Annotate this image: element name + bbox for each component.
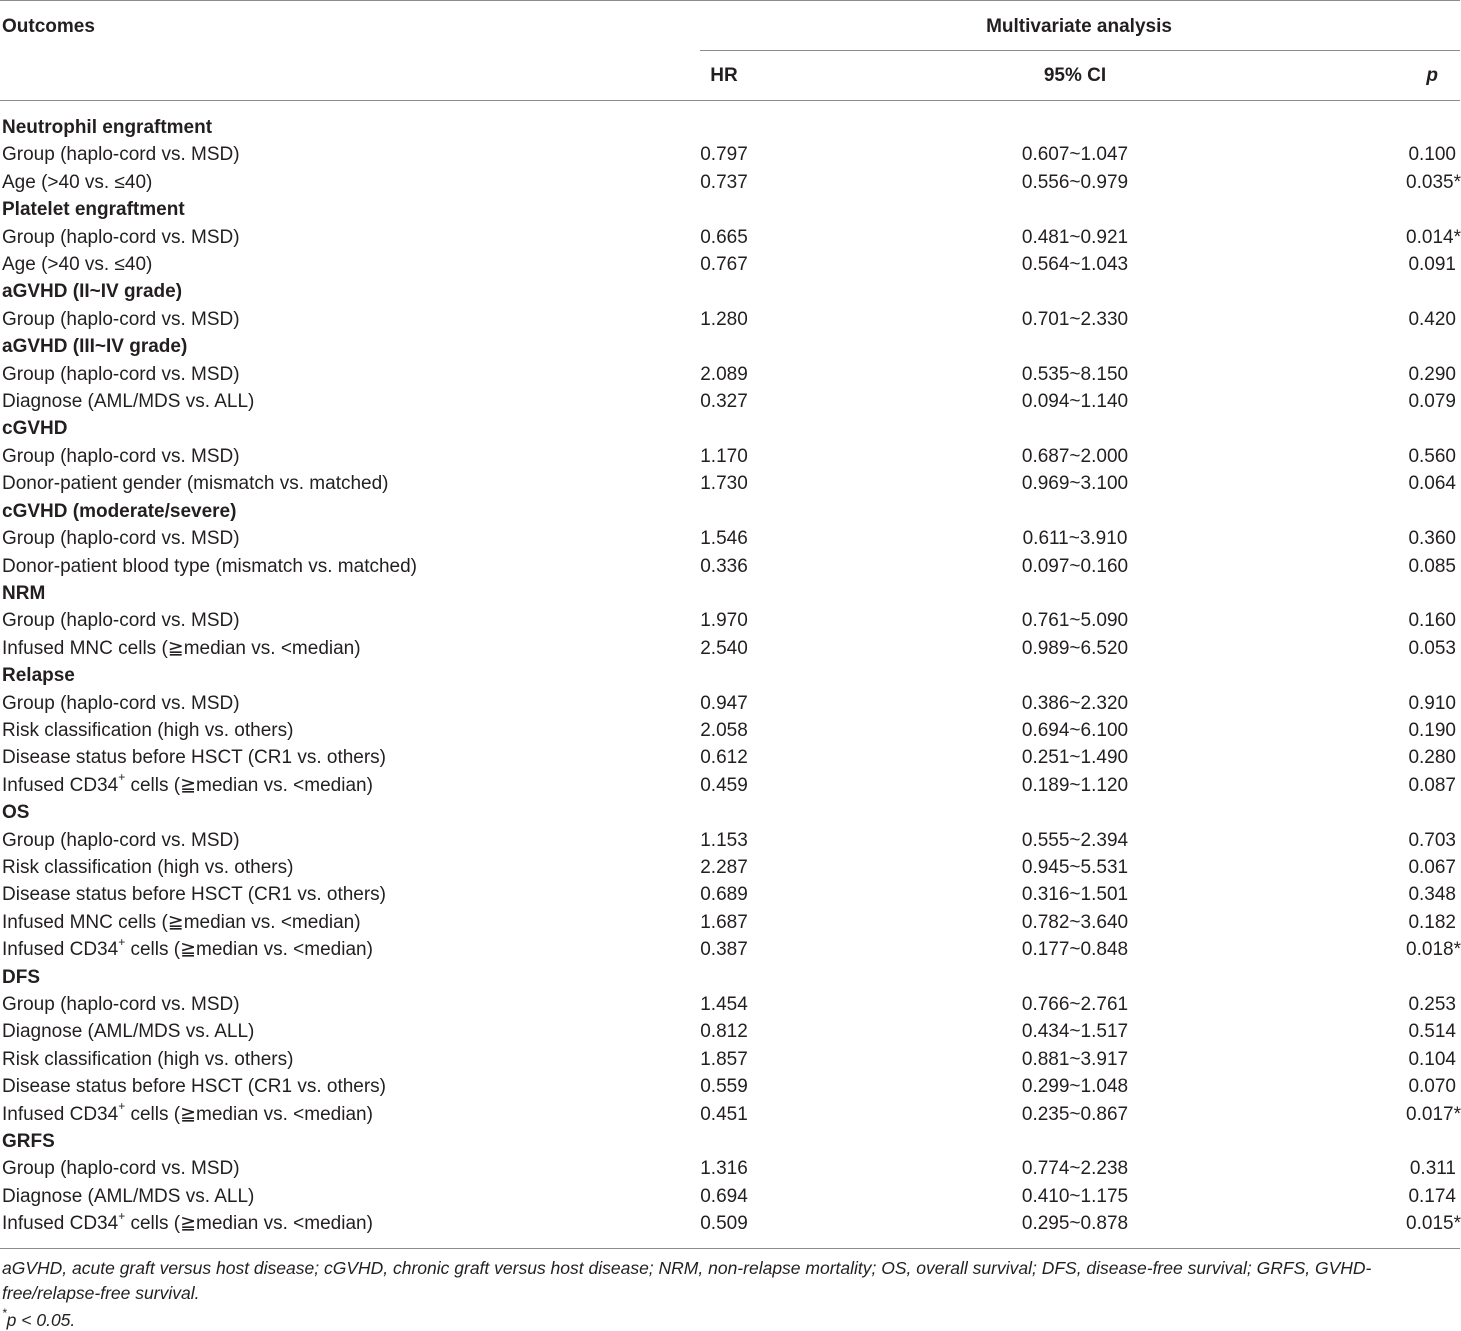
header-multivariate-analysis: Multivariate analysis — [986, 16, 1172, 37]
table-row — [0, 443, 1460, 470]
table-row — [0, 1155, 1460, 1182]
significance-star: * — [1453, 1213, 1461, 1235]
variable-label: Group (haplo-cord vs. MSD) — [2, 363, 240, 385]
ci-value: 0.607~1.047 — [1021, 144, 1129, 166]
p-value-cell — [1408, 827, 1456, 854]
variable-label: Diagnose (AML/MDS vs. ALL) — [2, 1021, 255, 1043]
variable-label: Group (haplo-cord vs. MSD) — [2, 528, 240, 550]
section-label: aGVHD (II~IV grade) — [2, 281, 183, 303]
variable-label: Donor-patient gender (mismatch vs. matched) — [2, 473, 389, 495]
hr-value: 2.287 — [700, 856, 748, 878]
p-value: 0.064 — [1408, 473, 1456, 495]
variable-label: Group (haplo-cord vs. MSD) — [2, 610, 240, 632]
variable-label-text: cells (≧median vs. <median) — [125, 774, 373, 796]
p-value-cell — [1408, 744, 1456, 771]
variable-label: Group (haplo-cord vs. MSD) — [2, 994, 240, 1015]
ci-value: 0.774~2.238 — [1021, 1158, 1129, 1180]
hr-value: 1.316 — [700, 1158, 748, 1180]
header-hr: HR — [710, 65, 738, 86]
ci-value: 0.766~2.761 — [1021, 994, 1129, 1015]
p-value: 0.015 — [1406, 1213, 1454, 1235]
ci-value: 0.299~1.048 — [1021, 1076, 1129, 1098]
variable-label: Disease status before HSCT (CR1 vs. others) — [2, 747, 387, 769]
table-row — [0, 635, 1460, 662]
p-value-cell — [1410, 1155, 1456, 1182]
ci-value: 0.611~3.910 — [1022, 528, 1128, 550]
p-value: 0.182 — [1408, 911, 1456, 933]
p-value-cell — [1408, 1073, 1456, 1100]
p-value: 0.348 — [1408, 884, 1456, 906]
superscript-plus: + — [118, 934, 126, 949]
ci-value: 0.989~6.520 — [1021, 637, 1129, 659]
table-row — [0, 1018, 1460, 1045]
p-value-cell — [1408, 361, 1456, 388]
ci-value: 0.481~0.921 — [1021, 226, 1129, 248]
section-label: Platelet engraftment — [2, 199, 185, 221]
table-row — [0, 772, 1460, 799]
ci-value: 0.782~3.640 — [1021, 911, 1129, 933]
table-top-rule — [0, 0, 1460, 1]
table-row — [0, 388, 1460, 415]
p-value: 0.280 — [1408, 747, 1456, 769]
p-value: 0.017 — [1406, 1103, 1454, 1125]
section-label: Relapse — [2, 665, 75, 687]
p-value: 0.560 — [1408, 445, 1456, 467]
table-row — [0, 251, 1460, 278]
p-value: 0.420 — [1408, 308, 1456, 330]
ci-value: 0.410~1.175 — [1021, 1185, 1129, 1207]
hr-value: 0.387 — [700, 939, 748, 961]
p-value-cell — [1408, 470, 1456, 497]
table-row — [0, 169, 1460, 196]
p-value-cell — [1406, 169, 1461, 196]
p-value: 0.703 — [1408, 829, 1456, 851]
table-row — [0, 361, 1460, 388]
p-value: 0.085 — [1408, 555, 1456, 577]
hr-value: 0.612 — [700, 747, 748, 769]
ci-value: 0.555~2.394 — [1021, 829, 1129, 851]
significance-star: * — [1453, 939, 1461, 961]
hr-value: 0.767 — [700, 254, 748, 276]
section-label: OS — [2, 802, 30, 824]
significance-star: * — [1453, 226, 1461, 248]
ci-value: 0.694~6.100 — [1021, 719, 1129, 741]
p-value-cell — [1406, 936, 1461, 963]
hr-value: 0.694 — [700, 1185, 748, 1207]
ci-value: 0.235~0.867 — [1021, 1103, 1129, 1125]
p-value-cell — [1408, 525, 1456, 552]
variable-label: Age (>40 vs. ≤40) — [2, 254, 153, 276]
ci-value: 0.535~8.150 — [1021, 363, 1129, 385]
significance-star: * — [1453, 1103, 1461, 1125]
p-value: 0.053 — [1408, 637, 1456, 659]
section-label: NRM — [2, 582, 46, 604]
table-row — [0, 717, 1460, 744]
variable-label: Risk classification (high vs. others) — [2, 719, 294, 741]
table-row — [0, 909, 1460, 936]
multivariate-span-rule — [700, 50, 1460, 51]
variable-label: Donor-patient blood type (mismatch vs. matched) — [2, 555, 418, 577]
table-row — [0, 607, 1460, 634]
variable-label-text: cells (≧median vs. <median) — [125, 939, 373, 961]
table-row — [0, 854, 1460, 881]
ci-value: 0.945~5.531 — [1021, 856, 1129, 878]
p-value: 0.160 — [1408, 610, 1456, 632]
variable-label: Diagnose (AML/MDS vs. ALL) — [2, 1185, 255, 1207]
p-value-cell — [1408, 607, 1456, 634]
ci-value: 0.386~2.320 — [1021, 692, 1129, 714]
section-row — [0, 278, 1460, 305]
superscript-plus: + — [118, 1099, 126, 1114]
variable-label: Group (haplo-cord vs. MSD) — [2, 829, 240, 851]
variable-label-text: Infused CD34 — [2, 774, 119, 796]
header-95-ci: 95% CI — [1043, 65, 1107, 86]
hr-value: 1.730 — [700, 473, 748, 495]
table-row — [0, 1046, 1460, 1073]
p-value-cell — [1408, 772, 1456, 799]
variable-label — [2, 936, 373, 963]
ci-value: 0.969~3.100 — [1021, 473, 1129, 495]
ci-value: 0.556~0.979 — [1021, 171, 1129, 193]
hr-value: 0.947 — [700, 692, 748, 714]
variable-label: Diagnose (AML/MDS vs. ALL) — [2, 391, 255, 413]
section-row — [0, 114, 1460, 141]
p-value: 0.290 — [1408, 363, 1456, 385]
p-value: 0.190 — [1408, 719, 1456, 741]
ci-value: 0.881~3.917 — [1021, 1048, 1129, 1070]
p-value-cell — [1408, 306, 1456, 333]
table-row — [0, 991, 1460, 1018]
p-value: 0.174 — [1408, 1185, 1456, 1207]
ci-value: 0.097~0.160 — [1021, 555, 1129, 577]
p-value: 0.910 — [1408, 692, 1456, 714]
p-value-cell — [1408, 251, 1456, 278]
significance-text: p < 0.05. — [6, 1310, 76, 1330]
section-row — [0, 662, 1460, 689]
variable-label: Group (haplo-cord vs. MSD) — [2, 144, 240, 166]
p-value: 0.360 — [1408, 528, 1456, 550]
superscript-plus: + — [118, 1208, 126, 1223]
section-row — [0, 333, 1460, 360]
p-value-cell — [1408, 1183, 1456, 1210]
p-value-cell — [1408, 854, 1456, 881]
variable-label — [2, 1210, 373, 1237]
hr-value: 0.327 — [700, 391, 748, 413]
table-row — [0, 470, 1460, 497]
p-value-cell — [1408, 388, 1456, 415]
variable-label — [2, 772, 373, 799]
variable-label-text: cells (≧median vs. <median) — [125, 1103, 373, 1125]
p-value: 0.018 — [1406, 939, 1454, 961]
table-row — [0, 1073, 1460, 1100]
p-value: 0.100 — [1408, 144, 1456, 166]
section-label: GRFS — [2, 1131, 55, 1153]
ci-value: 0.761~5.090 — [1021, 610, 1129, 632]
table-row — [0, 827, 1460, 854]
p-value-cell — [1408, 717, 1456, 744]
p-value: 0.014 — [1406, 226, 1454, 248]
hr-value: 1.280 — [700, 308, 748, 330]
section-row — [0, 498, 1460, 525]
significance-mark: * — [2, 1306, 7, 1321]
ci-value: 0.295~0.878 — [1021, 1213, 1129, 1235]
table-row — [0, 141, 1460, 168]
variable-label-text: Infused CD34 — [2, 1103, 119, 1125]
hr-value: 2.089 — [700, 363, 748, 385]
variable-label: Group (haplo-cord vs. MSD) — [2, 1158, 240, 1180]
hr-value: 0.559 — [700, 1076, 748, 1098]
p-value: 0.079 — [1408, 391, 1456, 413]
table-row — [0, 1101, 1460, 1128]
hr-value: 0.509 — [700, 1213, 748, 1235]
p-value-cell — [1408, 1046, 1456, 1073]
header-outcomes: Outcomes — [2, 16, 95, 37]
variable-label: Group (haplo-cord vs. MSD) — [2, 445, 240, 467]
variable-label: Risk classification (high vs. others) — [2, 856, 294, 878]
p-value: 0.091 — [1408, 254, 1456, 276]
variable-label: Disease status before HSCT (CR1 vs. others) — [2, 1076, 387, 1098]
table-body — [0, 114, 1460, 1238]
section-row — [0, 1128, 1460, 1155]
table-row — [0, 553, 1460, 580]
hr-value: 1.153 — [700, 829, 748, 851]
hr-value: 0.797 — [700, 144, 748, 166]
p-value: 0.067 — [1408, 856, 1456, 878]
p-value-cell — [1408, 443, 1456, 470]
hr-value: 0.336 — [700, 555, 748, 577]
ci-value: 0.316~1.501 — [1021, 884, 1129, 906]
table-row — [0, 224, 1460, 251]
hr-value: 1.454 — [700, 994, 748, 1015]
ci-value: 0.189~1.120 — [1021, 774, 1129, 796]
section-row — [0, 415, 1460, 442]
significance-star: * — [1453, 171, 1461, 193]
hr-value: 2.540 — [700, 637, 748, 659]
variable-label: Risk classification (high vs. others) — [2, 1048, 294, 1070]
hr-value: 0.737 — [700, 171, 748, 193]
hr-value: 0.459 — [700, 774, 748, 796]
p-value: 0.253 — [1408, 994, 1456, 1015]
p-value: 0.104 — [1408, 1048, 1456, 1070]
p-value: 0.035 — [1406, 171, 1454, 193]
table-row — [0, 936, 1460, 963]
variable-label: Infused MNC cells (≧median vs. <median) — [2, 637, 361, 659]
p-value-cell — [1406, 1210, 1461, 1237]
table-bottom-rule — [0, 1248, 1460, 1249]
p-value-cell — [1408, 881, 1456, 908]
section-row — [0, 580, 1460, 607]
p-value-cell — [1408, 690, 1456, 717]
p-value: 0.514 — [1408, 1021, 1456, 1043]
hr-value: 1.170 — [700, 445, 748, 467]
table-row — [0, 690, 1460, 717]
p-value: 0.070 — [1408, 1076, 1456, 1098]
ci-value: 0.094~1.140 — [1021, 391, 1129, 413]
hr-value: 2.058 — [700, 719, 748, 741]
hr-value: 1.546 — [700, 528, 748, 550]
table-row — [0, 525, 1460, 552]
p-value: 0.087 — [1408, 774, 1456, 796]
variable-label-text: cells (≧median vs. <median) — [125, 1213, 373, 1235]
p-value-cell — [1408, 635, 1456, 662]
section-label: aGVHD (III~IV grade) — [2, 336, 188, 358]
section-row — [0, 964, 1460, 991]
hr-value: 0.812 — [700, 1021, 748, 1043]
ci-value: 0.434~1.517 — [1021, 1021, 1129, 1043]
hr-value: 0.665 — [700, 226, 748, 248]
variable-label: Disease status before HSCT (CR1 vs. others) — [2, 884, 387, 906]
p-value-cell — [1408, 553, 1456, 580]
p-value: 0.311 — [1409, 1158, 1456, 1180]
header-bottom-rule — [0, 100, 1460, 101]
variable-label: Infused MNC cells (≧median vs. <median) — [2, 911, 361, 933]
ci-value: 0.687~2.000 — [1021, 445, 1129, 467]
ci-value: 0.701~2.330 — [1021, 308, 1129, 330]
p-value-cell — [1408, 1018, 1456, 1045]
hr-value: 0.451 — [700, 1103, 748, 1125]
variable-label: Group (haplo-cord vs. MSD) — [2, 226, 240, 248]
section-label: cGVHD (moderate/severe) — [2, 500, 237, 522]
variable-label-text: Infused CD34 — [2, 939, 119, 961]
hr-value: 1.970 — [700, 610, 748, 632]
section-label: DFS — [2, 966, 40, 988]
hr-value: 1.687 — [700, 911, 748, 933]
hr-value: 1.857 — [700, 1048, 748, 1070]
significance-footnote — [2, 1306, 76, 1331]
superscript-plus: + — [118, 770, 126, 785]
variable-label: Group (haplo-cord vs. MSD) — [2, 692, 240, 714]
p-value-cell — [1408, 991, 1456, 1018]
ci-value: 0.177~0.848 — [1021, 939, 1129, 961]
section-label: Neutrophil engraftment — [2, 117, 213, 138]
p-value-cell — [1408, 909, 1456, 936]
abbreviations-footnote: aGVHD, acute graft versus host disease; cGVHD, chronic graft versus host disease; NRM, non-relapse mortality; OS, overall survival; DFS, disease-free survival; GRFS, GVHD-free/relapse-free survival. — [2, 1258, 1372, 1303]
ci-value: 0.251~1.490 — [1021, 747, 1129, 769]
hr-value: 0.689 — [700, 884, 748, 906]
variable-label-text: Infused CD34 — [2, 1213, 119, 1235]
table-row — [0, 1210, 1460, 1237]
table-row — [0, 744, 1460, 771]
p-value-cell — [1406, 1101, 1461, 1128]
variable-label — [2, 1101, 373, 1128]
table-row — [0, 881, 1460, 908]
variable-label: Age (>40 vs. ≤40) — [2, 171, 153, 193]
table-row — [0, 306, 1460, 333]
section-row — [0, 196, 1460, 223]
p-value-cell — [1406, 224, 1461, 251]
variable-label: Group (haplo-cord vs. MSD) — [2, 308, 240, 330]
section-row — [0, 799, 1460, 826]
ci-value: 0.564~1.043 — [1021, 254, 1129, 276]
p-value-cell — [1408, 141, 1456, 168]
header-p-value: p — [1426, 65, 1438, 86]
section-label: cGVHD — [2, 418, 68, 440]
table-row — [0, 1183, 1460, 1210]
